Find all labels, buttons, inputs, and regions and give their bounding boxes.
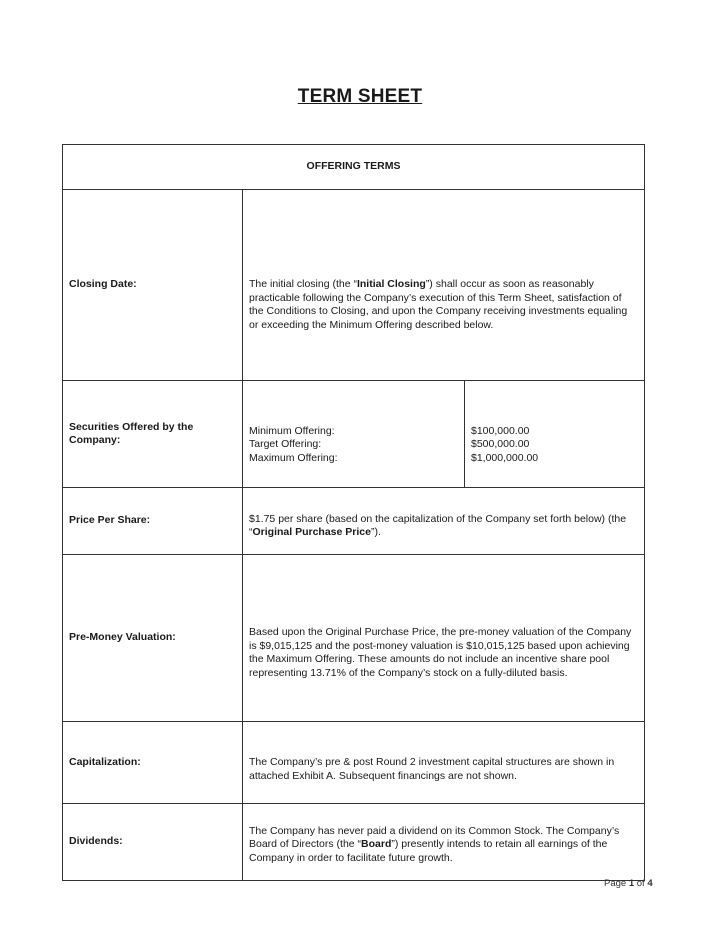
offering-name: Minimum Offering: <box>249 424 335 437</box>
table-row-closing-date <box>63 190 645 381</box>
offering-names-cell <box>243 381 465 488</box>
pre-money-text: Based upon the Original Purchase Price, the pre-money valuation of the Company is $9,015,125 and the post-money valuation is $10,015,125 based upon achieving the Maximum Offering. These amounts do not include an incentive share pool representing 13.71% of the Company’s stock on a fully-diluted basis. <box>249 626 632 679</box>
offering-name: Maximum Offering: <box>249 451 338 464</box>
page-total: 4 <box>647 878 653 889</box>
dividends-text-1: The Company has never paid a dividend on its Common Stock. The Company’s Board of Directors (the “ <box>249 824 620 851</box>
page-current: 1 <box>628 878 635 889</box>
page-prefix: Page <box>604 878 629 889</box>
capitalization-value <box>243 722 645 804</box>
capitalization-label: Capitalization: <box>63 722 243 804</box>
offering-amount: $1,000,000.00 <box>471 451 539 464</box>
offering-name: Target Offering: <box>249 438 322 451</box>
table-row-dividends <box>63 804 645 881</box>
dividends-value <box>243 804 645 881</box>
closing-date-text-2: ”) shall occur as soon as reasonably practicable following the Company’s execution of this Term Sheet, satisfaction of the Conditions to Closing, and upon the Company receiving investments equaling or exceeding the Minimum Offering described below. <box>249 278 628 331</box>
board-term: Board <box>361 838 392 851</box>
table-row-capitalization <box>63 722 645 804</box>
offering-terms-table <box>62 144 645 881</box>
closing-date-value <box>243 190 645 381</box>
original-purchase-price-term: Original Purchase Price <box>252 526 371 538</box>
table-row-securities <box>63 381 645 488</box>
dividends-text-2: ”) presently intends to retain all earnings of the Company in order to facilitate future growth. <box>249 838 608 864</box>
dividends-label: Dividends: <box>63 804 243 881</box>
pre-money-value <box>243 555 645 722</box>
price-text-1: $1.75 per share (based on the capitalization of the Company set forth below) (the “ <box>249 512 627 538</box>
price-per-share-label: Price Per Share: <box>63 488 243 555</box>
offering-amount: $100,000.00 <box>471 424 530 437</box>
offering-amounts-cell <box>465 381 645 488</box>
price-text-2: ”). <box>370 526 381 538</box>
page-of: of <box>634 878 648 889</box>
capitalization-text: The Company’s pre & post Round 2 investment capital structures are shown in attached Exhibit A. Subsequent financings are not shown. <box>249 756 615 782</box>
table-header: OFFERING TERMS <box>63 145 645 190</box>
price-per-share-value <box>243 488 645 555</box>
offering-amount: $500,000.00 <box>471 438 530 451</box>
page-number <box>604 878 653 889</box>
pre-money-label: Pre-Money Valuation: <box>63 555 243 722</box>
closing-date-text-1: The initial closing (the “ <box>249 278 357 290</box>
document-title: TERM SHEET <box>297 86 423 107</box>
closing-date-label: Closing Date: <box>63 190 243 381</box>
securities-label: Securities Offered by the Company: <box>63 381 243 488</box>
table-row-price-per-share <box>63 488 645 555</box>
table-row-pre-money-valuation <box>63 555 645 722</box>
initial-closing-term: Initial Closing <box>356 278 426 290</box>
